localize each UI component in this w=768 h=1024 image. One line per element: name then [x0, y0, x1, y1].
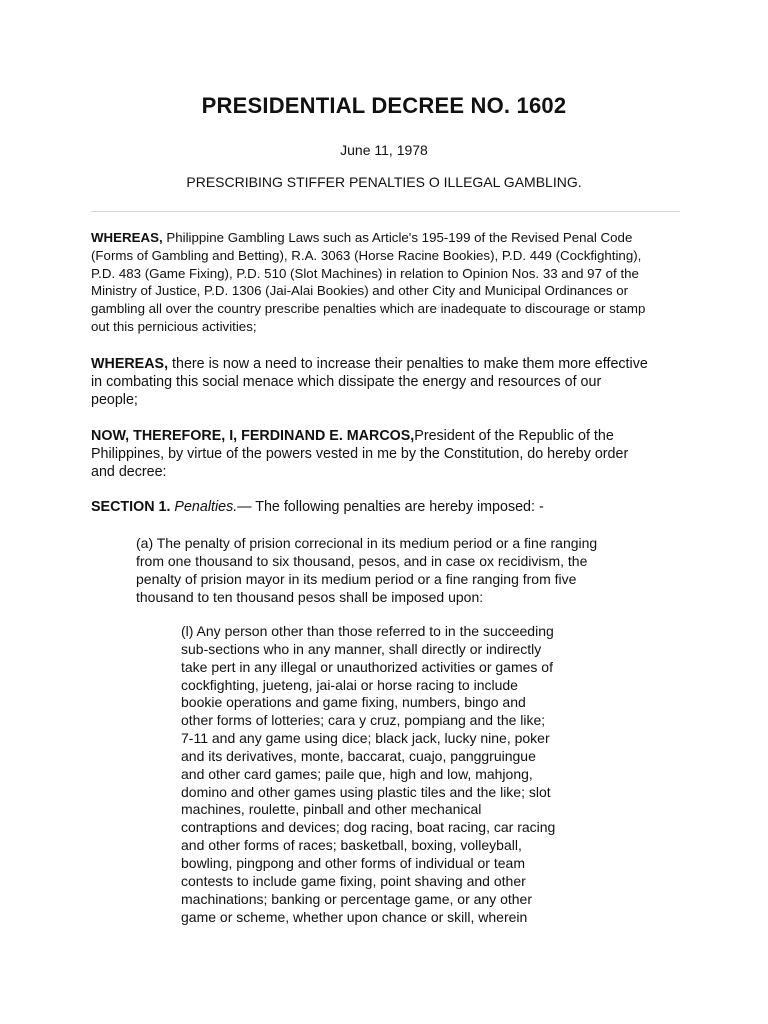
whereas-1-line-2: (Forms of Gambling and Betting), R.A. 3063 (Horse Racine Bookies), P.D. 449 (Cockfighting),	[91, 247, 642, 263]
decree-title: PRESIDENTIAL DECREE NO. 1602	[201, 93, 567, 118]
subsection-a-line-1: (a) The penalty of prision correcional in its medium period or a fine ranging	[136, 535, 598, 551]
item-1-line-15: contests to include game fixing, point shaving and other	[181, 872, 526, 889]
item-1-paragraph	[181, 623, 601, 926]
item-1-line-9: and other card games; paile que, high and low, mahjong,	[181, 765, 533, 782]
whereas-2-lead: WHEREAS,	[91, 356, 169, 372]
item-1-line-12: contraptions and devices; dog racing, boat racing, car racing	[181, 819, 556, 836]
item-1-line-17: game or scheme, whether upon chance or skill, wherein	[181, 908, 528, 925]
now-therefore-lead: NOW, THEREFORE, I, FERDINAND E. MARCOS,	[91, 428, 415, 444]
item-1-line-3: take pert in any illegal or unauthorized activities or games of	[181, 658, 553, 675]
subsection-a-line-3: penalty of prision mayor in its medium period or a fine ranging from five	[136, 571, 577, 587]
whereas-2-line-3: people;	[91, 392, 138, 408]
whereas-1-line-5: gambling all over the country prescribe penalties which are inadequate to discourage or stamp	[91, 301, 646, 317]
whereas-2-text-1: there is now a need to increase their penalties to make them more effective	[168, 356, 648, 372]
subsection-a-paragraph	[136, 534, 656, 606]
horizontal-divider	[91, 211, 680, 212]
item-1-line-16: machinations; banking or percentage game, or any other	[181, 890, 532, 907]
whereas-1-text-1: Philippine Gambling Laws such as Article's 195-199 of the Revised Penal Code	[162, 230, 633, 245]
item-1-line-2: sub-sections who in any manner, shall directly or indirectly	[181, 640, 542, 657]
item-1-line-14: bowling, pingpong and other forms of individual or team	[181, 854, 525, 871]
now-therefore-line-2: Philippines, by virtue of the powers vested in me by the Constitution, do hereby order	[91, 446, 629, 462]
item-1-line-4: cockfighting, jueteng, jai-alai or horse racing to include	[181, 676, 518, 693]
item-1-line-11: machines, roulette, pinball and other mechanical	[181, 801, 482, 818]
item-1-line-10: domino and other games using plastic tiles and the like; slot	[181, 783, 551, 800]
item-1-line-8: and its derivatives, monte, baccarat, cuajo, panggruingue	[181, 747, 536, 764]
now-therefore-paragraph	[91, 427, 691, 481]
subsection-a-line-2: from one thousand to six thousand, pesos, and in case ox recidivism, the	[136, 553, 588, 569]
whereas-paragraph-2	[91, 355, 691, 409]
whereas-paragraph-1	[91, 229, 691, 336]
now-therefore-line-1	[91, 427, 691, 445]
now-therefore-text-1: President of the Republic of the	[414, 428, 614, 444]
section-1-heading: Penalties.	[170, 499, 238, 515]
section-1-line	[91, 498, 691, 516]
section-1-lead: SECTION 1.	[91, 499, 171, 515]
section-1-paragraph	[91, 498, 691, 516]
item-1-line-13: and other forms of races; basketball, boxing, volleyball,	[181, 837, 522, 854]
whereas-1-line-3: P.D. 483 (Game Fixing), P.D. 510 (Slot Machines) in relation to Opinion Nos. 33 and 97 of the	[91, 265, 639, 281]
section-1-text: — The following penalties are hereby imposed: -	[237, 499, 544, 515]
subsection-a-line-4: thousand to ten thousand pesos shall be imposed upon:	[136, 589, 484, 605]
item-1-line-6: other forms of lotteries; cara y cruz, pompiang and the like;	[181, 712, 546, 729]
whereas-2-line-2: in combating this social menace which dissipate the energy and resources of our	[91, 374, 602, 390]
whereas-1-line-1	[91, 229, 691, 247]
item-1-line-5: bookie operations and game fixing, numbers, bingo and	[181, 694, 526, 711]
item-1-line-1: (l) Any person other than those referred to in the succeeding	[181, 623, 554, 639]
whereas-2-line-1	[91, 355, 691, 373]
whereas-1-line-4: Ministry of Justice, P.D. 1306 (Jai-Alai Bookies) and other City and Municipal Ordinances or	[91, 283, 629, 299]
whereas-1-line-6: out this pernicious activities;	[91, 318, 257, 334]
now-therefore-line-3: and decree:	[91, 464, 167, 480]
whereas-1-lead: WHEREAS,	[91, 230, 163, 245]
decree-subtitle: PRESCRIBING STIFFER PENALTIES O ILLEGAL GAMBLING.	[186, 174, 582, 190]
decree-date: June 11, 1978	[340, 142, 428, 158]
item-1-line-7: 7-11 and any game using dice; black jack, lucky nine, poker	[181, 730, 550, 747]
